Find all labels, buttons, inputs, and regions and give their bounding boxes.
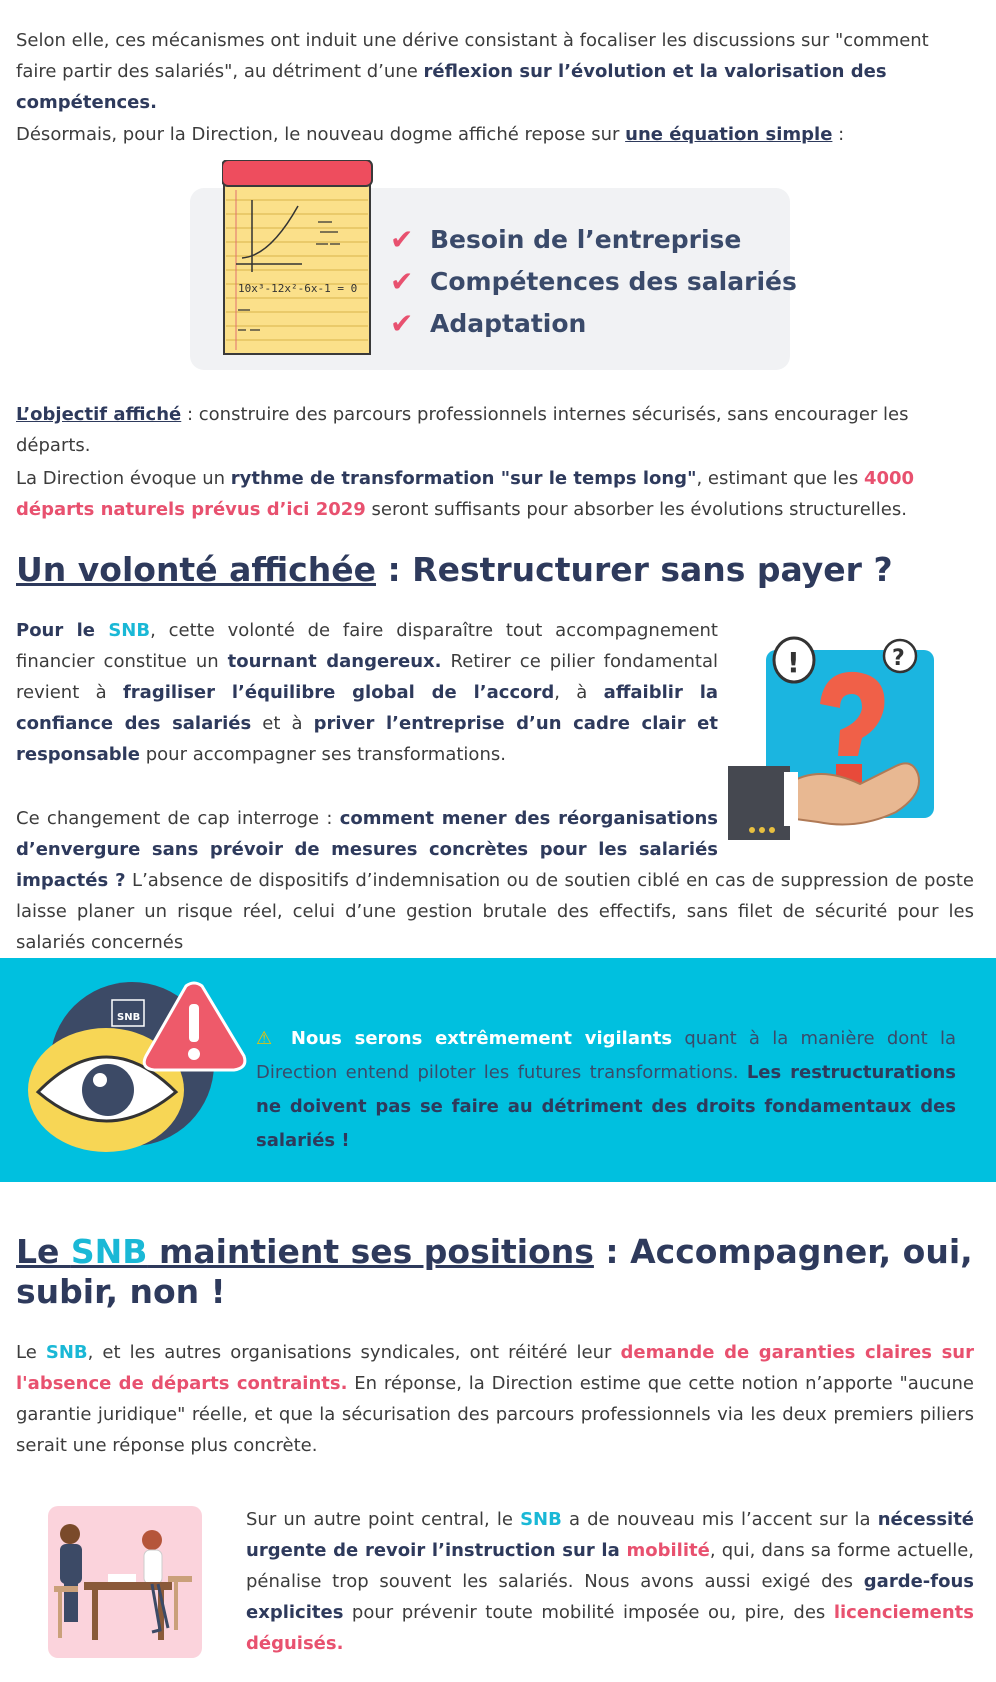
text-span: pour accompagner ses transformations. [140, 744, 506, 765]
check-item-label: Adaptation [430, 308, 587, 338]
check-item-3 [390, 302, 797, 344]
heading-positions [16, 1232, 974, 1312]
snb-logo: SNB [117, 1012, 141, 1023]
vigilance-text [256, 1022, 956, 1158]
equation-intro [16, 119, 974, 150]
bold-span: priver l’entreprise d’un cadre clair et responsable [16, 713, 718, 765]
bold-span: comment mener des réorganisations d’envergure sans prévoir de mesures concrètes pour les salariés impactés ? [16, 808, 718, 891]
heading-rest: : Restructurer sans payer ? [375, 550, 893, 589]
check-item-1 [390, 218, 797, 260]
float-spacer [718, 803, 974, 843]
question-small-icon: ? [892, 646, 905, 671]
bold-span: rythme de transformation "sur le temps long" [230, 468, 697, 489]
text-span: , qui, dans sa forme actuelle, pénalise trop souvent les salariés. Nous avons aussi exigé des [246, 1540, 975, 1592]
snb-name: SNB [520, 1509, 562, 1530]
equation-checklist [390, 218, 797, 344]
text-span: a de nouveau mis l’accent sur la [561, 1509, 878, 1530]
text-span: Sur un autre point central, le [246, 1509, 521, 1530]
equation-intro-text: Désormais, pour la Direction, le nouveau dogme affiché repose sur [16, 124, 626, 145]
mobilite-paragraph [246, 1504, 974, 1659]
check-icon: ✔ [390, 306, 414, 340]
snb-paragraph [16, 615, 718, 770]
highlight-span: mobilité [626, 1540, 710, 1561]
text-span: L’absence de dispositifs d’indemnisation ou de soutien ciblé en cas de suppression de poste laisse planer un risque réel, celui d’une gestion brutale des effectifs, sans filet de sécurité pour les salariés concernés [16, 870, 974, 953]
text-span: Le [16, 1342, 46, 1363]
intro-paragraph [16, 25, 974, 118]
highlight-span: licenciements déguisés. [246, 1602, 974, 1654]
text-span: , cette volonté de faire disparaître tout accompagnement financier constitue un [16, 620, 718, 672]
check-item-2 [390, 260, 797, 302]
text-span: , à [554, 682, 604, 703]
garanties-paragraph [16, 1337, 974, 1461]
exclamation-icon: ! [787, 646, 800, 679]
intro-text: Selon elle, ces mécanismes ont induit une dérive consistant à focaliser les discussions sur "comment faire partir des salariés", au détriment d’une [16, 30, 929, 82]
eye-alert-illustration [28, 980, 248, 1160]
check-icon: ✔ [390, 222, 414, 256]
heading-underlined[interactable]: Un volonté affichée [16, 550, 376, 589]
equation-intro-end: : [832, 124, 845, 145]
text-span: , et les autres organisations syndicales, ont réitéré leur [87, 1342, 621, 1363]
text-span: Retirer ce pilier fondamental revient à [16, 651, 718, 703]
snb-name: SNB [108, 620, 151, 641]
check-icon: ✔ [390, 264, 414, 298]
bold-span: tournant dangereux. [227, 651, 442, 672]
objective-paragraph [16, 399, 974, 461]
heading-restructurer [16, 550, 974, 590]
white-bold-span: Nous serons extrêmement vigilants [290, 1028, 673, 1049]
bold-span: Les restructurations ne doivent pas se faire au détriment des droits fondamentaux des salariés ! [256, 1062, 956, 1151]
heading-text: maintient ses positions [147, 1232, 594, 1271]
warning-icon: ⚠ [256, 1028, 279, 1049]
check-item-label: Besoin de l’entreprise [430, 224, 742, 254]
cap-paragraph [16, 803, 974, 958]
text-span: Ce changement de cap interroge : [16, 808, 340, 829]
notepad-formula: 10x³-12x²-6x-1 = 0 [238, 282, 358, 295]
bold-span: nécessité urgente de revoir l’instruction sur la [246, 1509, 975, 1561]
text-span: et à [251, 713, 314, 734]
snb-name: SNB [70, 1232, 148, 1271]
bold-span: affaiblir la confiance des salariés [16, 682, 719, 734]
equation-link[interactable]: une équation simple [625, 124, 833, 145]
bold-span: garde-fous explicites [246, 1571, 974, 1623]
objective-label[interactable]: L’objectif affiché [16, 404, 182, 425]
text-span: La Direction évoque un [16, 468, 231, 489]
text-span: seront suffisants pour absorber les évolutions structurelles. [365, 499, 907, 520]
intro-bold: réflexion sur l’évolution et la valorisation des compétences. [16, 61, 887, 113]
check-item-label: Compétences des salariés [430, 266, 797, 296]
highlight-span: demande de garanties claires sur l'absence de départs contraints. [16, 1342, 974, 1394]
notepad-icon [222, 160, 374, 356]
transformation-paragraph [16, 463, 974, 525]
highlight-span: 4000 départs naturels prévus d’ici 2029 [16, 468, 915, 520]
snb-name: SNB [45, 1342, 88, 1363]
bold-span: fragiliser l’équilibre global de l’accord [122, 682, 555, 703]
text-span: quant à la manière dont la Direction entend piloter les futures transformations. [256, 1028, 956, 1083]
objective-text: : construire des parcours professionnels internes sécurisés, sans encourager les départs. [16, 404, 909, 456]
meeting-illustration [48, 1506, 202, 1658]
heading-text: Le [16, 1232, 71, 1271]
text-span: En réponse, la Direction estime que cette notion n’apporte "aucune garantie juridique" réelle, et que la sécurisation des parcours professionnels via les deux premiers piliers serait une réponse plus concrète. [16, 1373, 974, 1456]
heading-rest: : Accompagner, oui, subir, non ! [16, 1232, 973, 1311]
text-span: , estimant que les [696, 468, 864, 489]
heading-underlined[interactable] [16, 1232, 594, 1271]
text-span: pour prévenir toute mobilité imposée ou, pire, des [343, 1602, 834, 1623]
bold-span: Pour le [16, 620, 109, 641]
